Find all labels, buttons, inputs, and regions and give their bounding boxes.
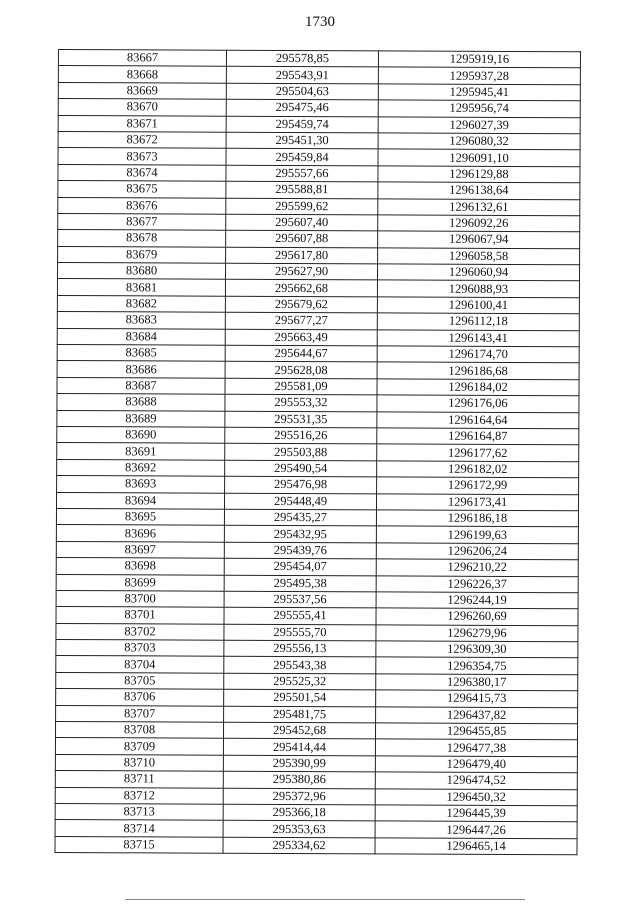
point-number-cell: 83680: [57, 263, 225, 280]
y-coordinate-cell: 1296226,37: [376, 575, 578, 592]
page-number: 1730: [305, 14, 335, 30]
point-number-cell: 83707: [56, 705, 224, 722]
y-coordinate-cell: 1296182,02: [377, 461, 579, 478]
x-coordinate-cell: 295677,27: [225, 312, 377, 329]
point-number-cell: 83682: [57, 295, 225, 312]
x-coordinate-cell: 295475,46: [226, 99, 378, 116]
point-number-cell: 83670: [58, 99, 226, 116]
bottom-rule: [125, 899, 525, 900]
x-coordinate-cell: 295490,54: [225, 460, 377, 477]
y-coordinate-cell: 1296477,38: [375, 739, 577, 756]
y-coordinate-cell: 1296067,94: [378, 231, 580, 248]
point-number-cell: 83694: [56, 492, 224, 509]
x-coordinate-cell: 295628,08: [225, 362, 377, 379]
point-number-cell: 83705: [56, 672, 224, 689]
y-coordinate-cell: 1296210,22: [376, 559, 578, 576]
x-coordinate-cell: 295432,95: [224, 526, 376, 543]
point-number-cell: 83685: [57, 345, 225, 362]
y-coordinate-cell: 1296447,26: [375, 821, 577, 838]
y-coordinate-cell: 1296465,14: [375, 838, 577, 855]
point-number-cell: 83711: [55, 771, 223, 788]
point-number-cell: 83688: [57, 394, 225, 411]
point-number-cell: 83693: [57, 476, 225, 493]
point-number-cell: 83692: [57, 459, 225, 476]
point-number-cell: 83708: [55, 722, 223, 739]
x-coordinate-cell: 295501,54: [224, 689, 376, 706]
point-number-cell: 83699: [56, 574, 224, 591]
point-number-cell: 83698: [56, 558, 224, 575]
x-coordinate-cell: 295452,68: [223, 722, 375, 739]
point-number-cell: 83701: [56, 607, 224, 624]
point-number-cell: 83690: [57, 426, 225, 443]
y-coordinate-cell: 1296100,41: [377, 297, 579, 314]
x-coordinate-cell: 295439,76: [224, 542, 376, 559]
y-coordinate-cell: 1296199,63: [376, 526, 578, 543]
x-coordinate-cell: 295543,91: [226, 67, 378, 84]
point-number-cell: 83671: [58, 115, 226, 132]
point-number-cell: 83678: [58, 230, 226, 247]
x-coordinate-cell: 295588,81: [226, 181, 378, 198]
x-coordinate-cell: 295607,40: [226, 214, 378, 231]
y-coordinate-cell: 1296129,88: [378, 166, 580, 183]
point-number-cell: 83710: [55, 754, 223, 771]
y-coordinate-cell: 1296184,02: [377, 379, 579, 396]
point-number-cell: 83704: [56, 656, 224, 673]
y-coordinate-cell: 1296479,40: [375, 756, 577, 773]
y-coordinate-cell: 1296455,85: [375, 723, 577, 740]
y-coordinate-cell: 1296279,96: [376, 625, 578, 642]
x-coordinate-cell: 295476,98: [225, 476, 377, 493]
x-coordinate-cell: 295556,13: [224, 640, 376, 657]
x-coordinate-cell: 295448,49: [224, 493, 376, 510]
y-coordinate-cell: 1296177,62: [377, 444, 579, 461]
y-coordinate-cell: 1296174,70: [377, 346, 579, 363]
point-number-cell: 83713: [55, 803, 223, 820]
point-number-cell: 83714: [55, 820, 223, 837]
y-coordinate-cell: 1296186,68: [377, 362, 579, 379]
y-coordinate-cell: 1296164,87: [377, 428, 579, 445]
point-number-cell: 83706: [56, 689, 224, 706]
point-number-cell: 83681: [57, 279, 225, 296]
point-number-cell: 83689: [57, 410, 225, 427]
point-number-cell: 83679: [58, 246, 226, 263]
x-coordinate-cell: 295663,49: [225, 329, 377, 346]
x-coordinate-cell: 295662,68: [225, 280, 377, 297]
y-coordinate-cell: 1295937,28: [378, 67, 580, 84]
y-coordinate-cell: 1296176,06: [377, 395, 579, 412]
point-number-cell: 83695: [56, 508, 224, 525]
point-number-cell: 83715: [55, 836, 223, 853]
table-body: [55, 50, 580, 855]
x-coordinate-cell: 295553,32: [225, 394, 377, 411]
x-coordinate-cell: 295481,75: [224, 706, 376, 723]
x-coordinate-cell: 295366,18: [223, 804, 375, 821]
x-coordinate-cell: 295543,38: [224, 657, 376, 674]
point-number-cell: 83673: [58, 148, 226, 165]
x-coordinate-cell: 295504,63: [226, 83, 378, 100]
y-coordinate-cell: 1296112,18: [377, 313, 579, 330]
y-coordinate-cell: 1296091,10: [378, 149, 580, 166]
point-number-cell: 83703: [56, 640, 224, 657]
table-row: [55, 836, 577, 855]
x-coordinate-cell: 295578,85: [226, 50, 378, 67]
point-number-cell: 83709: [55, 738, 223, 755]
x-coordinate-cell: 295459,74: [226, 116, 378, 133]
x-coordinate-cell: 295353,63: [223, 821, 375, 838]
x-coordinate-cell: 295644,67: [225, 345, 377, 362]
y-coordinate-cell: 1296143,41: [377, 330, 579, 347]
x-coordinate-cell: 295435,27: [224, 509, 376, 526]
y-coordinate-cell: 1296244,19: [376, 592, 578, 609]
point-number-cell: 83691: [57, 443, 225, 460]
x-coordinate-cell: 295414,44: [223, 739, 375, 756]
y-coordinate-cell: 1296260,69: [376, 608, 578, 625]
point-number-cell: 83677: [58, 213, 226, 230]
point-number-cell: 83712: [55, 787, 223, 804]
x-coordinate-cell: 295451,30: [226, 132, 378, 149]
y-coordinate-cell: 1296474,52: [375, 772, 577, 789]
x-coordinate-cell: 295454,07: [224, 558, 376, 575]
y-coordinate-cell: 1296415,73: [376, 690, 578, 707]
x-coordinate-cell: 295627,90: [225, 263, 377, 280]
x-coordinate-cell: 295581,09: [225, 378, 377, 395]
y-coordinate-cell: 1296092,26: [378, 215, 580, 232]
point-number-cell: 83672: [58, 131, 226, 148]
point-number-cell: 83702: [56, 623, 224, 640]
y-coordinate-cell: 1296164,64: [377, 411, 579, 428]
x-coordinate-cell: 295607,88: [226, 231, 378, 248]
y-coordinate-cell: 1296088,93: [377, 280, 579, 297]
point-number-cell: 83683: [57, 312, 225, 329]
point-number-cell: 83696: [56, 525, 224, 542]
y-coordinate-cell: 1296450,32: [375, 788, 577, 805]
y-coordinate-cell: 1296172,99: [377, 477, 579, 494]
point-number-cell: 83684: [57, 328, 225, 345]
y-coordinate-cell: 1296058,58: [378, 248, 580, 265]
point-number-cell: 83700: [56, 590, 224, 607]
x-coordinate-cell: 295372,96: [223, 788, 375, 805]
y-coordinate-cell: 1296445,39: [375, 805, 577, 822]
y-coordinate-cell: 1296309,30: [376, 641, 578, 658]
x-coordinate-cell: 295679,62: [225, 296, 377, 313]
point-number-cell: 83667: [58, 50, 226, 67]
point-number-cell: 83697: [56, 541, 224, 558]
coordinates-table-wrapper: [54, 49, 580, 855]
point-number-cell: 83676: [58, 197, 226, 214]
y-coordinate-cell: 1295945,41: [378, 84, 580, 101]
y-coordinate-cell: 1296027,39: [378, 116, 580, 133]
point-number-cell: 83669: [58, 82, 226, 99]
y-coordinate-cell: 1296380,17: [376, 674, 578, 691]
y-coordinate-cell: 1296173,41: [376, 493, 578, 510]
x-coordinate-cell: 295516,26: [225, 427, 377, 444]
point-number-cell: 83674: [58, 164, 226, 181]
point-number-cell: 83668: [58, 66, 226, 83]
y-coordinate-cell: 1296060,94: [377, 264, 579, 281]
y-coordinate-cell: 1296437,82: [376, 707, 578, 724]
coordinates-table: [54, 49, 581, 855]
y-coordinate-cell: 1296186,18: [376, 510, 578, 527]
y-coordinate-cell: 1296132,61: [378, 198, 580, 215]
x-coordinate-cell: 295555,70: [224, 624, 376, 641]
point-number-cell: 83686: [57, 361, 225, 378]
y-coordinate-cell: 1296206,24: [376, 543, 578, 560]
x-coordinate-cell: 295503,88: [225, 444, 377, 461]
x-coordinate-cell: 295390,99: [223, 755, 375, 772]
x-coordinate-cell: 295459,84: [226, 149, 378, 166]
point-number-cell: 83675: [58, 181, 226, 198]
x-coordinate-cell: 295380,86: [223, 771, 375, 788]
y-coordinate-cell: 1295956,74: [378, 100, 580, 117]
x-coordinate-cell: 295537,56: [224, 591, 376, 608]
x-coordinate-cell: 295525,32: [224, 673, 376, 690]
y-coordinate-cell: 1296138,64: [378, 182, 580, 199]
x-coordinate-cell: 295557,66: [226, 165, 378, 182]
x-coordinate-cell: 295555,41: [224, 608, 376, 625]
x-coordinate-cell: 295599,62: [226, 198, 378, 215]
x-coordinate-cell: 295495,38: [224, 575, 376, 592]
y-coordinate-cell: 1295919,16: [378, 51, 580, 68]
x-coordinate-cell: 295617,80: [226, 247, 378, 264]
y-coordinate-cell: 1296080,32: [378, 133, 580, 150]
y-coordinate-cell: 1296354,75: [376, 657, 578, 674]
x-coordinate-cell: 295531,35: [225, 411, 377, 428]
x-coordinate-cell: 295334,62: [223, 837, 375, 854]
point-number-cell: 83687: [57, 377, 225, 394]
